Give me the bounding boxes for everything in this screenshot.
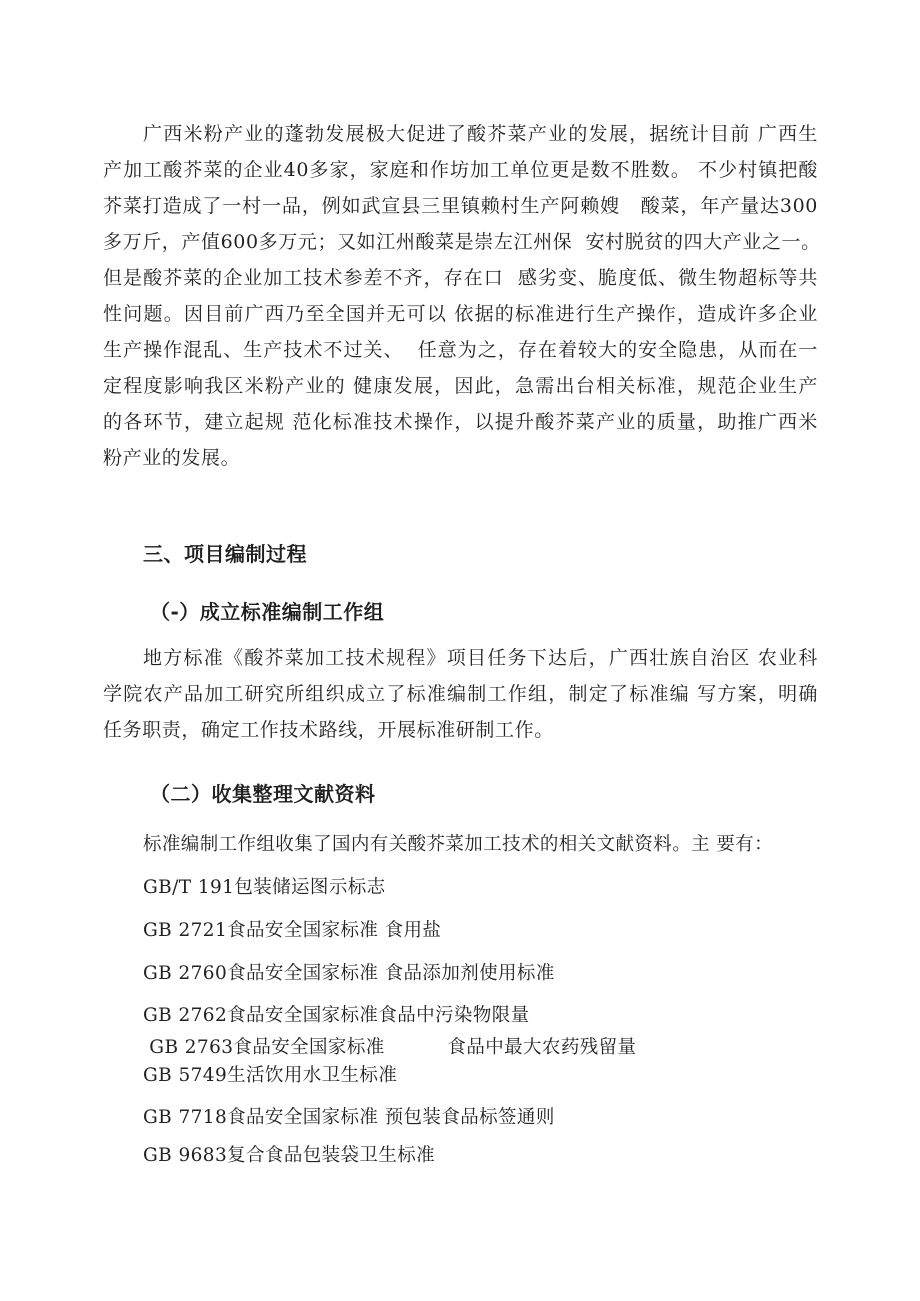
- paragraph-line: 学院农产品加工研究所组织成立了标准编制工作组，制定了标准编 写方案，明确: [103, 683, 818, 705]
- reference-intro: 标准编制工作组收集了国内有关酸芥菜加工技术的相关文献资料。主 要有：: [143, 834, 773, 855]
- paragraph-line: 芥菜打造成了一村一品，例如武宣县三里镇赖村生产阿赖嫂 酸菜，年产量达300: [103, 195, 818, 217]
- paragraph-working-group: [103, 640, 818, 748]
- reference-item: GB 2760食品安全国家标准 食品添加剂使用标准: [143, 963, 555, 984]
- reference-item: GB 2721食品安全国家标准 食用盐: [143, 920, 442, 941]
- reference-item: GB 5749生活饮用水卫生标准: [143, 1065, 398, 1086]
- reference-item: GB 7718食品安全国家标准 预包装食品标签通则: [143, 1107, 555, 1128]
- reference-item: GB 2763食品安全国家标准 食品中最大农药残留量: [143, 1037, 637, 1058]
- section-heading: 三、项目编制过程: [143, 542, 307, 566]
- subsection-heading: （二）收集整理文献资料: [150, 782, 376, 806]
- paragraph-line: 性问题。因目前广西乃至全国并无可以 依据的标准进行生产操作，造成许多企业: [103, 303, 818, 325]
- paragraph-line: 的各环节，建立起规 范化标准技术操作，以提升酸芥菜产业的质量，助推广西米: [103, 411, 818, 433]
- paragraph-line: 地方标准《酸芥菜加工技术规程》项目任务下达后，广西壮族自治区 农业科: [143, 647, 818, 669]
- paragraph-line: 定程度影响我区米粉产业的 健康发展，因此，急需出台相关标准，规范企业生产: [103, 375, 818, 397]
- paragraph-line: 粉产业的发展。: [103, 447, 241, 469]
- paragraph-industry-background: [103, 116, 821, 476]
- reference-item: GB 2762食品安全国家标准食品中污染物限量: [143, 1005, 530, 1026]
- paragraph-line: 生产操作混乱、生产技术不过关、 任意为之，存在着较大的安全隐患，从而在一: [103, 339, 818, 361]
- subsection-heading: （-）成立标准编制工作组: [150, 600, 385, 624]
- paragraph-line: 任务职责，确定工作技术路线，开展标准研制工作。: [103, 719, 554, 741]
- reference-item: GB 9683复合食品包装袋卫生标准: [143, 1145, 436, 1166]
- paragraph-line: 多万斤，产值600多万元；又如江州酸菜是崇左江州保 安村脱贫的四大产业之一。: [103, 231, 821, 253]
- paragraph-line: 产加工酸芥菜的企业40多家，家庭和作坊加工单位更是数不胜数。 不少村镇把酸: [103, 159, 818, 181]
- reference-item: GB/T 191包装储运图示标志: [143, 877, 386, 898]
- paragraph-line: 广西米粉产业的蓬勃发展极大促进了酸芥菜产业的发展，据统计目前 广西生: [143, 123, 818, 145]
- paragraph-line: 但是酸芥菜的企业加工技术参差不齐，存在口 感劣变、脆度低、微生物超标等共: [103, 267, 818, 289]
